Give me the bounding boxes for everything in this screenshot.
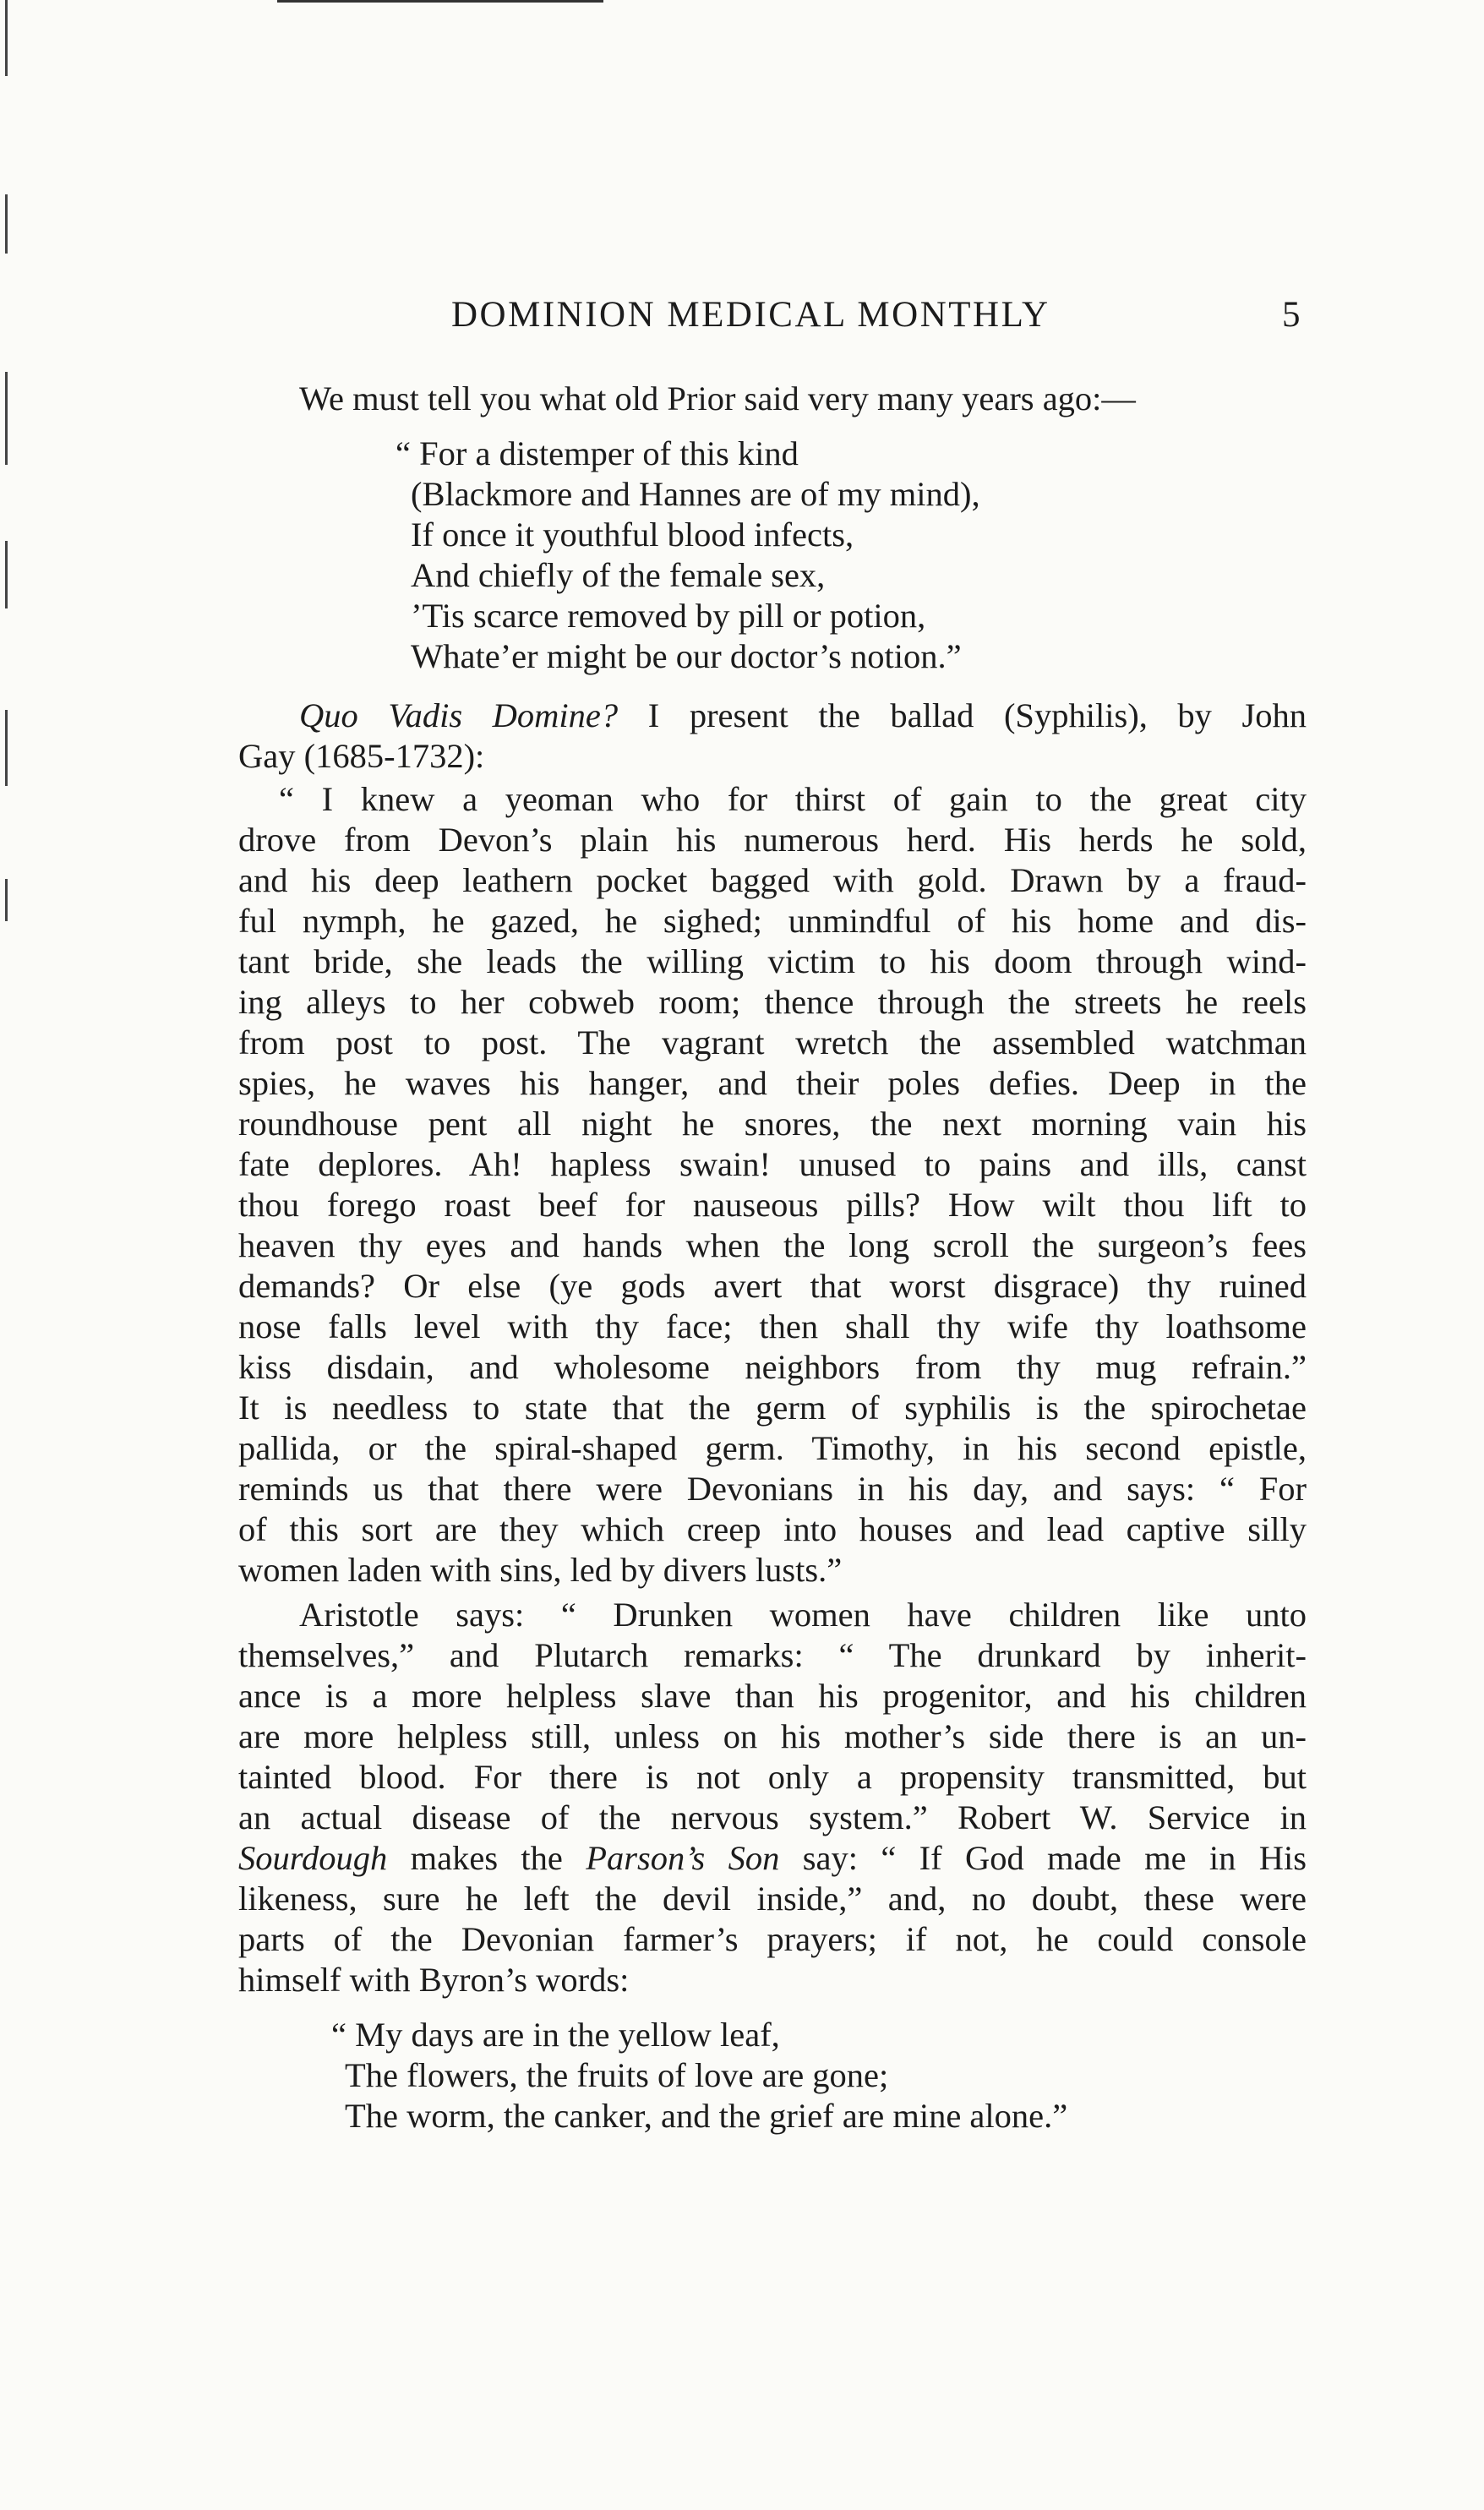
paragraph-line: parts of the Devonian farmer’s prayers; if not, he could console bbox=[238, 1920, 1307, 1958]
verse-line: Whate’er might be our doctor’s notion.” bbox=[411, 637, 962, 675]
paragraph-line: Aristotle says: “ Drunken women have children like unto bbox=[299, 1596, 1307, 1634]
paragraph-line: Sourdough makes the Parson’s Son say: “ If God made me in His bbox=[238, 1839, 1307, 1877]
paragraph-line: fate deplores. Ah! hapless swain! unused to pains and ills, canst bbox=[238, 1145, 1307, 1183]
top-rule bbox=[277, 0, 603, 3]
paragraph-line: It is needless to state that the germ of syphilis is the spirochetae bbox=[238, 1389, 1307, 1427]
verse-line: The worm, the canker, and the grief are mine alone.” bbox=[345, 2097, 1068, 2135]
verse-line: And chiefly of the female sex, bbox=[411, 556, 826, 594]
paragraph-line: and his deep leathern pocket bagged with gold. Drawn by a fraud- bbox=[238, 861, 1307, 899]
verse-line: If once it youthful blood infects, bbox=[411, 516, 854, 554]
verse-line: (Blackmore and Hannes are of my mind), bbox=[411, 475, 980, 513]
paragraph-line: of this sort are they which creep into houses and lead captive silly bbox=[238, 1510, 1307, 1548]
paragraph-line: heaven thy eyes and hands when the long scroll the surgeon’s fees bbox=[238, 1226, 1307, 1264]
paragraph-line: ance is a more helpless slave than his progenitor, and his children bbox=[238, 1677, 1307, 1715]
scan-edge-mark bbox=[5, 372, 8, 465]
paragraph-line: kiss disdain, and wholesome neighbors from thy mug refrain.” bbox=[238, 1348, 1307, 1386]
verse-line: “ My days are in the yellow leaf, bbox=[331, 2016, 780, 2054]
paragraph-line: “ I knew a yeoman who for thirst of gain to the great city bbox=[279, 780, 1307, 818]
paragraph-line: an actual disease of the nervous system.” Robert W. Service in bbox=[238, 1798, 1307, 1836]
verse-line: ’Tis scarce removed by pill or potion, bbox=[411, 597, 926, 635]
paragraph-line: are more helpless still, unless on his mother’s side there is an un- bbox=[238, 1717, 1307, 1755]
italic-sourdough: Sourdough bbox=[238, 1839, 388, 1877]
paragraph-line: drove from Devon’s plain his numerous herd. His herds he sold, bbox=[238, 821, 1307, 859]
paragraph-line: tainted blood. For there is not only a propensity transmitted, but bbox=[238, 1758, 1307, 1796]
running-head: DOMINION MEDICAL MONTHLY bbox=[451, 295, 1050, 335]
paragraph-line: themselves,” and Plutarch remarks: “ The drunkard by inherit- bbox=[238, 1636, 1307, 1674]
italic-parsons-son: Parson’s Son bbox=[586, 1839, 780, 1877]
paragraph-line: spies, he waves his hanger, and their poles defies. Deep in the bbox=[238, 1064, 1307, 1102]
scan-edge-mark bbox=[5, 194, 8, 254]
page-number: 5 bbox=[1282, 295, 1301, 335]
paragraph-line: demands? Or else (ye gods avert that worst disgrace) thy ruined bbox=[238, 1267, 1307, 1305]
verse-line: “ For a distemper of this kind bbox=[396, 434, 799, 472]
paragraph-line: likeness, sure he left the devil inside,” and, no doubt, these were bbox=[238, 1880, 1307, 1918]
scan-edge-mark bbox=[5, 710, 8, 786]
paragraph-line: reminds us that there were Devonians in his day, and says: “ For bbox=[238, 1470, 1307, 1508]
paragraph-line: pallida, or the spiral-shaped germ. Timothy, in his second epistle, bbox=[238, 1429, 1307, 1467]
page-header bbox=[238, 294, 1307, 341]
verse-line: The flowers, the fruits of love are gone; bbox=[345, 2056, 889, 2094]
paragraph-line: Quo Vadis Domine? I present the ballad (Syphilis), by John bbox=[299, 696, 1307, 734]
scan-edge-mark bbox=[5, 0, 8, 76]
paragraph-line: himself with Byron’s words: bbox=[238, 1961, 630, 1999]
scan-edge-mark bbox=[5, 541, 8, 608]
paragraph-line: thou forego roast beef for nauseous pills? How wilt thou lift to bbox=[238, 1186, 1307, 1224]
paragraph-line: women laden with sins, led by divers lusts.” bbox=[238, 1551, 843, 1589]
text-line: We must tell you what old Prior said very many years ago:— bbox=[299, 379, 1136, 417]
paragraph-line: roundhouse pent all night he snores, the next morning vain his bbox=[238, 1105, 1307, 1143]
italic-quo-vadis: Quo Vadis Domine? bbox=[299, 696, 619, 734]
scan-edge-mark bbox=[5, 879, 8, 921]
paragraph-line: Gay (1685-1732): bbox=[238, 737, 485, 775]
paragraph-line: ing alleys to her cobweb room; thence through the streets he reels bbox=[238, 983, 1307, 1021]
paragraph-line: ful nymph, he gazed, he sighed; unmindful of his home and dis- bbox=[238, 902, 1307, 940]
paragraph-line: tant bride, she leads the willing victim to his doom through wind- bbox=[238, 942, 1307, 980]
paragraph-line: nose falls level with thy face; then shall thy wife thy loathsome bbox=[238, 1307, 1307, 1345]
paragraph-line: from post to post. The vagrant wretch the assembled watchman bbox=[238, 1023, 1307, 1061]
